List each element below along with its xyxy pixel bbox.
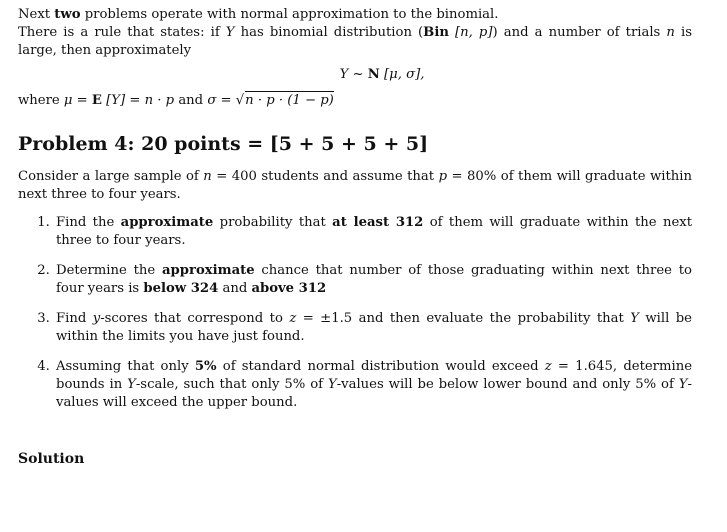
text-span: Find (56, 311, 93, 326)
intro-paragraph (18, 6, 692, 60)
bold-text: below 324 (143, 281, 219, 296)
text-span: = 80% of them will graduate within next three to four years. (18, 169, 692, 202)
text-span: and (174, 93, 208, 108)
math-expr: = n · p (125, 93, 175, 108)
text-span: = 400 students and assume that (211, 169, 439, 184)
math-normal: N (367, 67, 380, 82)
math-var: p (438, 169, 448, 184)
text-span: probability that (213, 215, 333, 230)
text-span: -scores that correspond to (100, 311, 290, 326)
text-span: chance that number of those graduating within next three to four years is (56, 263, 693, 296)
text-span: ) and a number of trials (492, 25, 667, 40)
text-span: -scale, such that only 5% of (135, 377, 328, 392)
text-span: and (218, 281, 252, 296)
document-page (18, 6, 692, 468)
math-var: μ (63, 93, 73, 108)
math-var: Y (127, 377, 136, 392)
normal-approx-formula (18, 66, 692, 84)
math-var: Y (630, 311, 639, 326)
math-params: [Y] (101, 93, 126, 108)
math-var: z (544, 359, 552, 374)
problem-statement (18, 168, 692, 204)
math-var: n (203, 169, 212, 184)
list-item (54, 214, 692, 250)
text-span: Next (18, 7, 55, 22)
problem-title: Problem 4: 20 points = [5 + 5 + 5 + 5] (18, 133, 429, 155)
bold-text: two (54, 7, 81, 22)
math-params: [n, p] (448, 25, 493, 40)
math-expectation: E (91, 93, 102, 108)
sqrt-radicand: n · p · (1 − p) (245, 93, 334, 108)
list-item (54, 358, 692, 412)
math-var: z (289, 311, 297, 326)
bold-text: approximate (162, 263, 255, 278)
text-span: There is a rule that states: if (18, 25, 226, 40)
text-span: Consider a large sample of (18, 169, 204, 184)
sqrt-sign: √ (235, 93, 245, 108)
text-span: = 1.645, determine bounds in (56, 359, 692, 392)
where-line (18, 92, 692, 110)
text-span: -values will exceed the upper bound. (56, 377, 692, 410)
bold-text: at least 312 (332, 215, 424, 230)
math-bin: Bin (423, 25, 449, 40)
text-span: of standard normal distribution would exceed (216, 359, 545, 374)
math-op: = (216, 93, 236, 108)
text-span: will be within the limits you have just found. (56, 311, 692, 344)
text-span: is large, then approximately (18, 25, 692, 58)
bold-text: approximate (120, 215, 214, 230)
list-item (54, 310, 692, 346)
text-span: has binomial distribution ( (234, 25, 424, 40)
text-span: of them will graduate within the next three to four years. (56, 215, 692, 248)
text-span: -values will be below lower bound and only 5% of (336, 377, 679, 392)
solution-heading: Solution (18, 451, 85, 467)
math-op: = (72, 93, 92, 108)
bold-text: 5% (194, 359, 217, 374)
bold-text: above 312 (251, 281, 327, 296)
text-span: problems operate with normal approximation to the binomial. (80, 7, 499, 22)
math-var: Y (225, 25, 235, 40)
text-span: = ±1.5 and then evaluate the probability that (296, 311, 631, 326)
math-var: n (666, 25, 675, 40)
math-var: Y (678, 377, 688, 392)
text-span: Assuming that only (56, 359, 195, 374)
math-var: y (92, 311, 101, 326)
text-span: where (18, 93, 64, 108)
math-var: σ (207, 93, 217, 108)
problem-items (18, 214, 692, 412)
math-var: Y (327, 377, 337, 392)
math-op: ~ (348, 67, 368, 82)
math-params: [μ, σ], (379, 67, 425, 82)
list-item (54, 262, 692, 298)
math-var: Y (339, 67, 349, 82)
text-span: Determine the (56, 263, 163, 278)
text-span: Find the (56, 215, 121, 230)
